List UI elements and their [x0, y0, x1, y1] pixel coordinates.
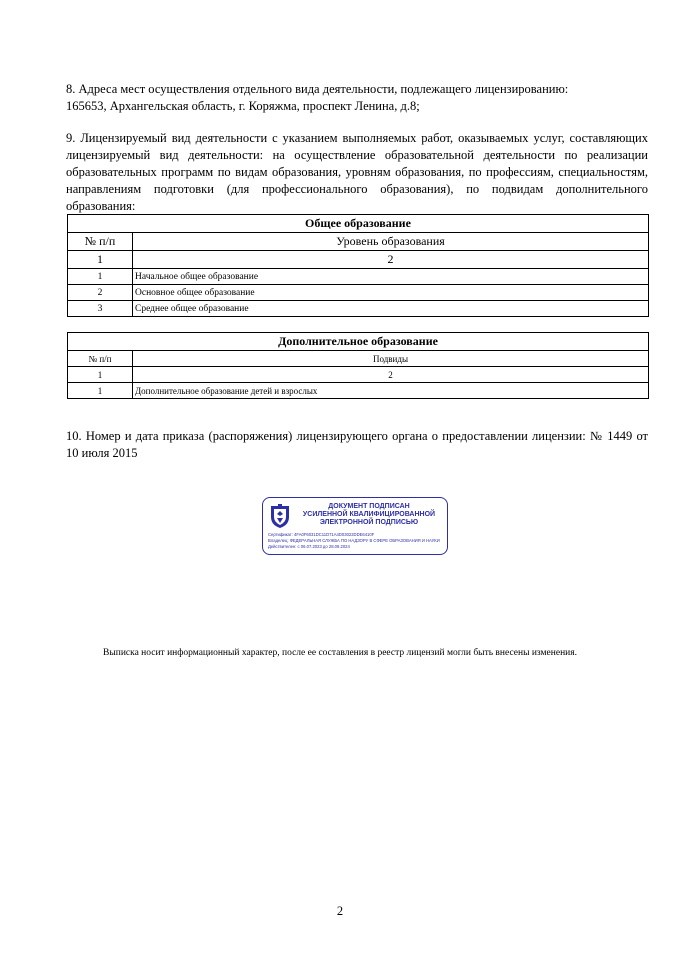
- general-education-table: [67, 214, 649, 317]
- additional-col-sub: Подвиды: [133, 351, 649, 367]
- general-col-level: Уровень образования: [133, 233, 649, 251]
- stamp-validity: Действителен: с 06.07.2023 до 28.09.2024: [268, 544, 350, 549]
- general-col-num: № п/п: [68, 233, 133, 251]
- general-table-title: Общее образование: [68, 215, 649, 233]
- additional-education-table: [67, 332, 649, 399]
- section-9: 9. Лицензируемый вид деятельности с указанием выполняемых работ, оказываемых услуг, составляющих лицензируемый вид деятельности: на осуществление образовательной деятельности по реализации образовательных программ по видам образования, уровням образования, по профессиям, специальностям, направлениям подготовки (для профессионального образования), по подвидам дополнительного образования:: [66, 131, 648, 213]
- row-level: Начальное общее образование: [133, 269, 649, 285]
- table-row: [68, 301, 649, 317]
- general-index-num: 1: [68, 251, 133, 269]
- table-row: [68, 269, 649, 285]
- row-num: 2: [68, 285, 133, 301]
- row-num: 1: [68, 383, 133, 399]
- stamp-line-2: УСИЛЕННОЙ КВАЛИФИЦИРОВАННОЙ: [302, 511, 436, 518]
- additional-index-num: 1: [68, 367, 133, 383]
- additional-index-sub: 2: [133, 367, 649, 383]
- coat-of-arms-icon: [268, 503, 292, 529]
- section-8: [66, 81, 648, 115]
- section-10: 10. Номер и дата приказа (распоряжения) лицензирующего органа о предоставлении лицензии: № 1449 от 10 июля 2015: [66, 429, 648, 460]
- stamp-details: [268, 532, 444, 550]
- stamp-heading: [295, 503, 443, 527]
- additional-table-title: Дополнительное образование: [68, 333, 649, 351]
- row-num: 3: [68, 301, 133, 317]
- general-index-level: 2: [133, 251, 649, 269]
- table-row: [68, 383, 649, 399]
- stamp-line-1: ДОКУМЕНТ ПОДПИСАН: [328, 503, 410, 510]
- row-subtype: Дополнительное образование детей и взрослых: [133, 383, 649, 399]
- row-level: Основное общее образование: [133, 285, 649, 301]
- page-number: 2: [336, 904, 344, 918]
- table-row: [68, 285, 649, 301]
- additional-col-num: № п/п: [68, 351, 133, 367]
- section-8-heading: 8. Адреса мест осуществления отдельного вида деятельности, подлежащего лицензированию:: [66, 82, 569, 96]
- section-8-address: 165653, Архангельская область, г. Коряжма, проспект Ленина, д.8;: [66, 99, 420, 113]
- row-num: 1: [68, 269, 133, 285]
- electronic-signature-stamp: [262, 497, 448, 555]
- row-level: Среднее общее образование: [133, 301, 649, 317]
- stamp-owner: Владелец: ФЕДЕРАЛЬНАЯ СЛУЖБА ПО НАДЗОРУ В СФЕРЕ ОБРАЗОВАНИЯ И НАУКИ: [268, 538, 440, 543]
- stamp-line-3: ЭЛЕКТРОННОЙ ПОДПИСЬЮ: [319, 519, 419, 526]
- stamp-certificate: Сертификат: 4FA0F6031DC11D71A4D03022DDE6410F: [268, 532, 375, 537]
- disclaimer-note: Выписка носит информационный характер, после ее составления в реестр лицензий могли быть внесены изменения.: [103, 648, 577, 658]
